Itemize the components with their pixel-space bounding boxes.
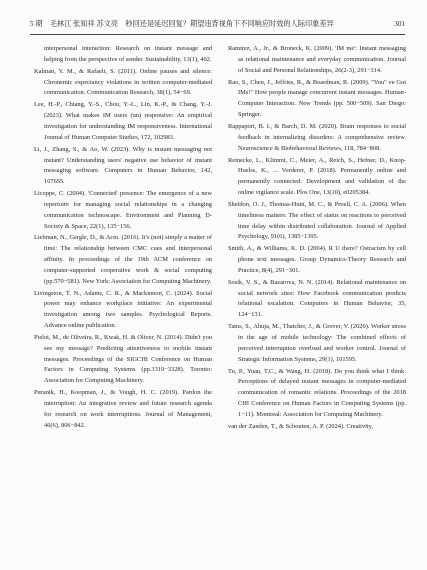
reference-entry: Li, J., Zhang, S., & Ao, W. (2023). Why is instant messaging not instant? Understanding users' negative use behavior of instant messaging software. Computers in Human Behavior, 142, 107655. [34, 145, 212, 186]
reference-entry: Livingston, T. N., Adams, C. R., & Mackinnon, C. (2024). Social power may enhance workplace initiative: An experimental investigation among two samples. Psychological Reports. Advance online publication. [34, 289, 212, 330]
running-header [30, 16, 405, 35]
header-left [30, 18, 334, 30]
reference-entry: Tu, P., Yuan, T.C., & Wang, H. (2018). Do you think what I think: Perceptions of delayed instant messages in computer-mediated communication of romantic relations. Proceedings of the 2018 CHI Conference on Human Factors in Computing Systems (pp. 1−11). Montreal: Association for Computing Machinery. [228, 367, 406, 418]
reference-entry: Reinecke, L., Klimmt, C., Meier, A., Reich, S., Hefner, D., Knop-Huelss, K., ... Vorderer, P. (2018). Permanently online and permanently connected: Development and validation of the online vigilance scale. Plos One, 13(10), e0205384. [228, 156, 406, 196]
reference-entry: Pielot, M., de Oliveira, R., Kwak, H. & Oliver, N. (2014). Didn't you see my message? Predicting attentiveness to mobile instant messages. Proceedings of the SIGCHI Conference on Human Factors in Computing Systems (pp.3319−3328). Toronto: Association for Computing Machinery. [34, 334, 212, 385]
reference-entry: Tams, S., Ahuja, M., Thatcher, J., & Grover, V. (2020). Worker stress in the age of mobile technology: The combined effects of perceived interruption overload and worker control. Journal of Strategic Information Systems, 29(1), 101595. [228, 323, 406, 363]
reference-entry: Sosik, V. S., & Bazarova, N. N. (2014). Relational maintenance on social network sites: How Facebook communication predicts relational escalation. Computers in Human Behavior, 35, 124−131. [228, 278, 406, 319]
reference-entry: van der Zanden, T., & Schouten, A. P. (2024). Creativity, [228, 422, 374, 430]
reference-entry: Sheldon, O. J., Thomas-Hunt, M. C., & Proell, C. A. (2006). When timeliness matters: The effect of status on reactions to perceived time delay within distributed collaboration. Journal of Applied Psychology, 91(6), 1385−1395. [228, 200, 406, 241]
issue-number: 5 期 [30, 20, 43, 28]
reference-entry: Liebman, N., Gergle, D., & Acm. (2016). It's (not) simply a matter of time: The relationship between CMC cues and interpersonal affinity. In proceedings of the 19th ACM conference on computer-supported cooperative work & social computing (pp.570−581). New York: Association for Computing Machinery. [34, 234, 212, 285]
reference-entry: Rao, S., Chen, J., Jeffries, R., & Boardman, R. (2009). "You" ve Got IMs!" How people manage concurrent instant messages. Human-Computer Interaction. New Trends (pp. 500−509). San Diego: Springer. [228, 78, 406, 118]
reference-entry: Kalman, Y. M., & Rafaeli, S. (2011). Online pauses and silence: Chronemic expectancy violations in written computer-mediated communication. Communication Research, 38(1), 54−69. [34, 67, 212, 97]
references-left-column [34, 44, 212, 433]
page-number: 301 [394, 20, 405, 28]
references-right-column [228, 44, 406, 434]
header-title: 秒回还是延迟回复？期望违背视角下不同响应时效的人际印象差异 [125, 20, 334, 28]
reference-entry: Rappaport, B. I., & Barch, D. M. (2020). Brain responses to social feedback in internalizing disorders: A comprehensive review. Neuroscience & Biobehavioral Reviews, 118, 784−808. [228, 122, 406, 152]
reference-entry: Lee, H.-P., Chiang, Y.-S., Chou, Y.-L., Lin, K.-P., & Chang, Y.-J. (2023). What makes IM users (un) responsive: An empirical investigation for understanding IM responsiveness. International Journal of Human Computer Studies, 172, 102983. [34, 101, 212, 141]
reference-entry: Ramirez, A., Jr., & Broneck, K. (2009). 'IM me': Instant messaging as relational maintenance and everyday communication. Journal of Social and Personal Relationships, 26(2-3), 291−314. [228, 45, 406, 74]
reference-entry: Licoppe, C. (2004). 'Connected' presence: The emergence of a new repertoire for managing social relationships in a changing communication technoscape. Environment and Planning D-Society & Space, 22(1), 135−156. [34, 190, 212, 230]
reference-entry: interpersonal interaction: Research on instant message and helping from the perspective of sender. Sustainability, 13(1), 402. [44, 45, 212, 63]
reference-entry: Smith, A., & Williams, K. D. (2004). R U there? Ostracism by cell phone text messages. Group Dynamics-Theory Research and Practice, 8(4), 291−301. [228, 245, 406, 274]
reference-entry: Puranik, H., Koopman, J., & Vough, H. C. (2019). Pardon the interruption: An integrative review and future research agenda for research on work interruptions. Journal of Management, 46(6), 806−842. [34, 389, 212, 429]
header-authors: 毛林江 张知祥 苏文亮 [49, 20, 119, 28]
